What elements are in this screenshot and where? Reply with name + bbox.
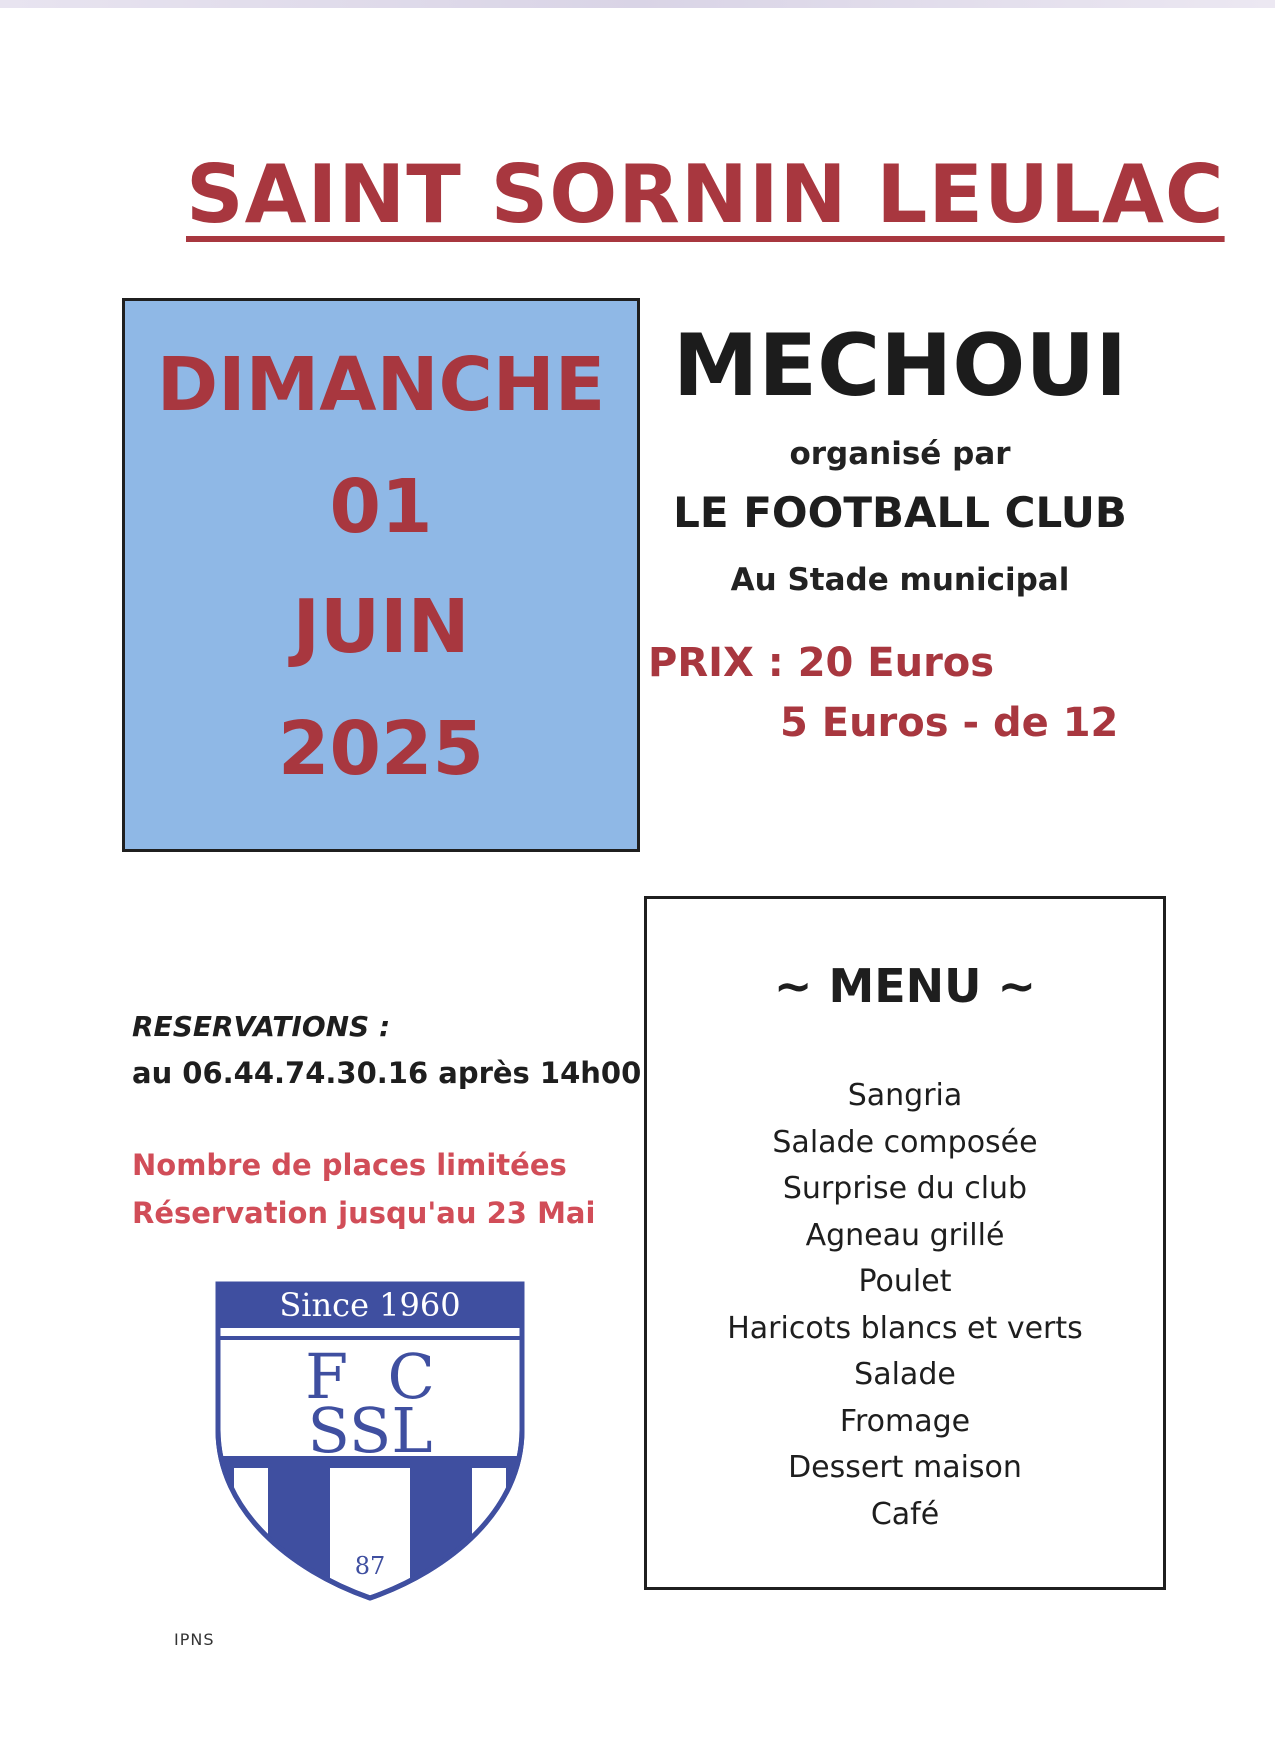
reservations-title: RESERVATIONS : (132, 1010, 391, 1043)
date-day-name: DIMANCHE (156, 342, 606, 428)
top-border-line (0, 0, 1275, 8)
ipns-footer: IPNS (174, 1630, 215, 1649)
menu-box (644, 896, 1166, 1590)
date-year: 2025 (278, 706, 484, 792)
menu-item: Poulet (858, 1264, 952, 1299)
menu-item: Haricots blancs et verts (727, 1310, 1083, 1346)
menu-item: Salade (854, 1357, 956, 1392)
menu-list (647, 1073, 1163, 1538)
event-venue: Au Stade municipal (730, 562, 1070, 598)
menu-item: Café (870, 1496, 940, 1532)
price-child: 5 Euros - de 12 (780, 700, 1119, 746)
menu-item: Fromage (839, 1403, 971, 1439)
organizer-name: LE FOOTBALL CLUB (673, 488, 1127, 537)
event-title: MECHOUI (672, 316, 1128, 416)
logo-since-text: Since 1960 (279, 1286, 461, 1324)
menu-title: ~ MENU ~ (773, 959, 1037, 1013)
menu-item: Sangria (847, 1078, 963, 1113)
organizer-label: organisé par (789, 436, 1011, 472)
date-box (122, 298, 640, 852)
limited-places-note: Nombre de places limitées (132, 1148, 567, 1182)
menu-item: Surprise du club (782, 1171, 1028, 1206)
logo-ssl-text: SSL (307, 1394, 433, 1467)
menu-item: Agneau grillé (805, 1217, 1005, 1253)
price-adult: PRIX : 20 Euros (648, 640, 995, 686)
date-month: JUIN (292, 584, 470, 670)
date-day: 01 (329, 464, 433, 550)
logo-fc-text: F C (305, 1340, 435, 1413)
reservation-deadline: Réservation jusqu'au 23 Mai (132, 1196, 596, 1230)
menu-item: Salade composée (772, 1124, 1038, 1160)
club-crest-logo (210, 1280, 530, 1602)
town-title: SAINT SORNIN LEULAC (186, 148, 1225, 241)
reservations-phone: au 06.44.74.30.16 après 14h00 (132, 1056, 642, 1090)
logo-number-text: 87 (354, 1552, 386, 1580)
menu-item: Dessert maison (788, 1450, 1022, 1485)
